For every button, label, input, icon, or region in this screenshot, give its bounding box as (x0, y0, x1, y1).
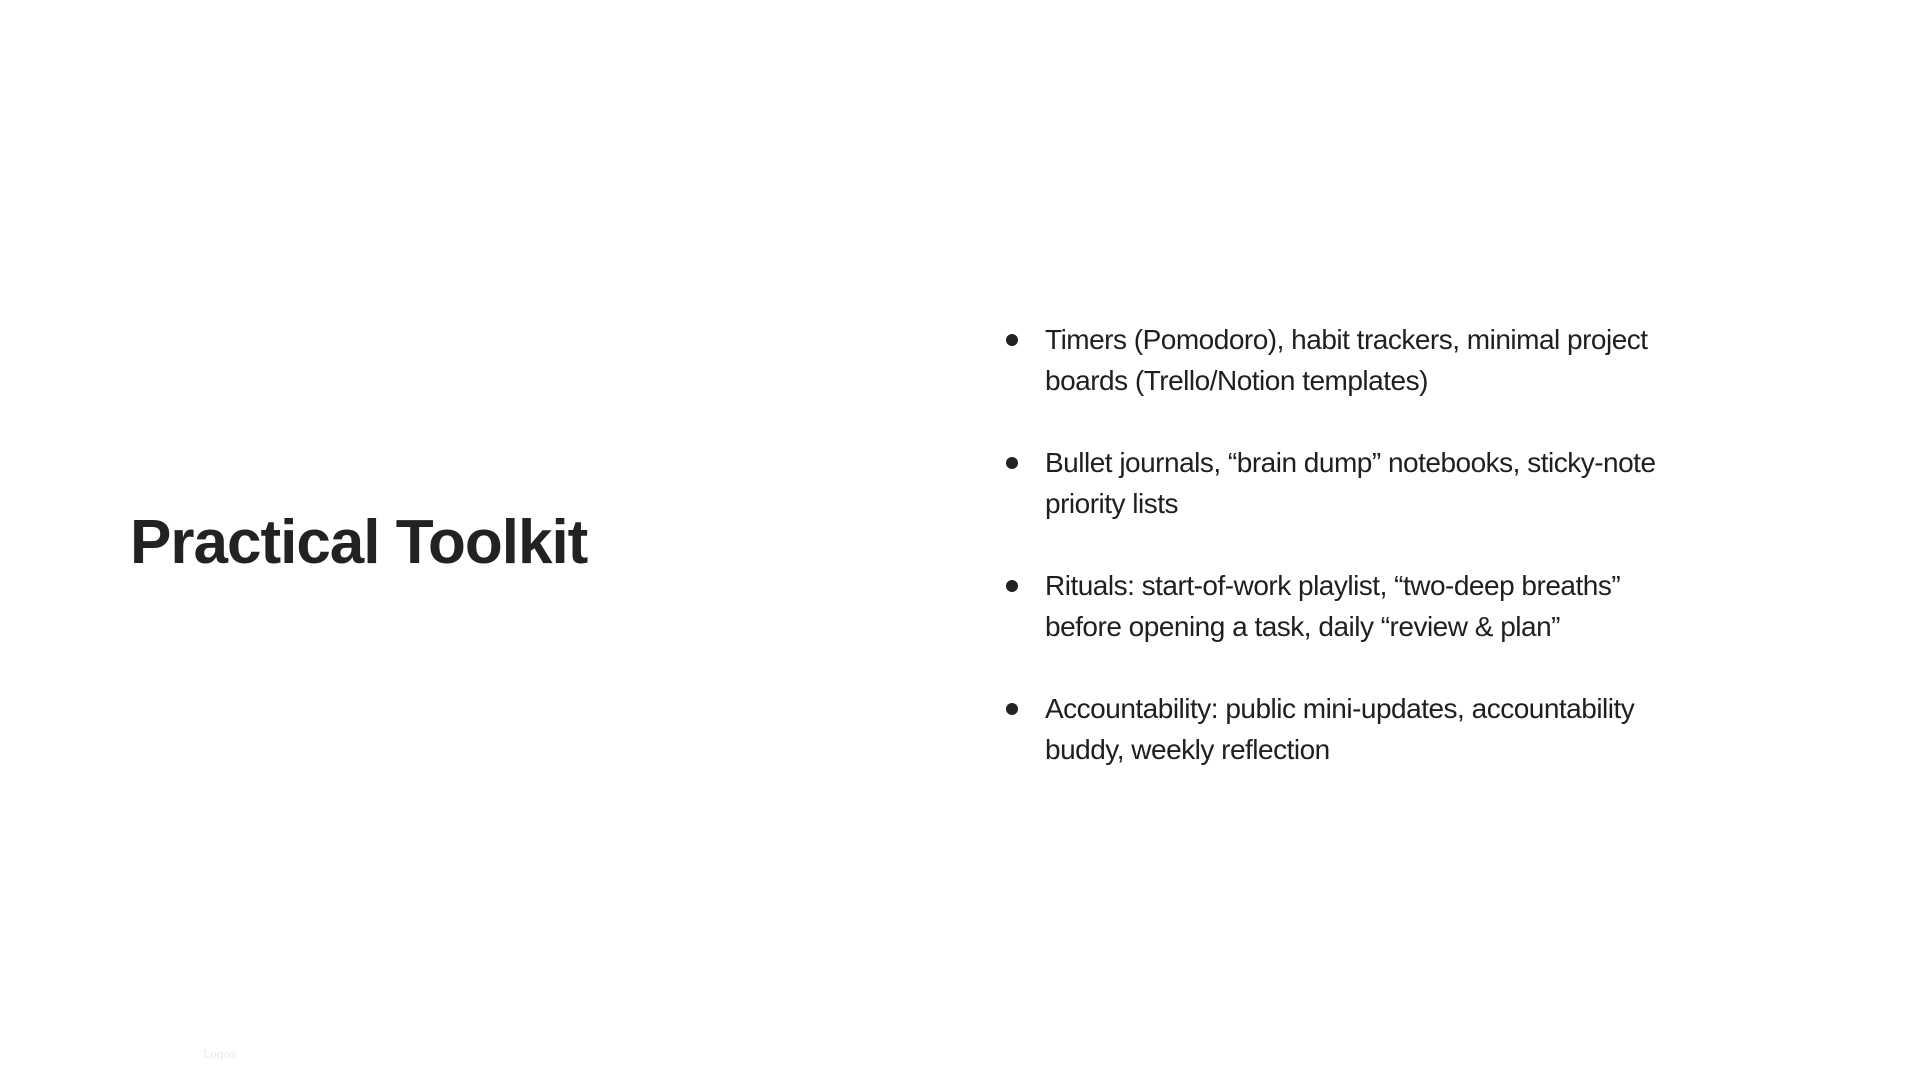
bullet-dot-icon (1006, 334, 1018, 346)
bullet-dot-icon (1006, 457, 1018, 469)
bullet-item-rituals (1000, 565, 1700, 647)
bullet-item-journals (1000, 442, 1700, 524)
bullet-text: Timers (Pomodoro), habit trackers, minimal project boards (Trello/Notion templates) (1045, 324, 1648, 396)
bullet-dot-icon (1006, 580, 1018, 592)
footer-watermark: Logos (203, 1048, 237, 1061)
bullet-item-accountability (1000, 688, 1700, 770)
bullet-text: Rituals: start-of-work playlist, “two-deep breaths” before opening a task, daily “review & plan” (1045, 570, 1621, 642)
slide-title: Practical Toolkit (130, 508, 588, 577)
bullet-item-timers (1000, 319, 1700, 401)
bullet-text: Bullet journals, “brain dump” notebooks, sticky-note priority lists (1045, 447, 1656, 519)
bullet-dot-icon (1006, 703, 1018, 715)
bullet-list (1000, 319, 1700, 811)
bullet-text: Accountability: public mini-updates, accountability buddy, weekly reflection (1045, 693, 1635, 765)
